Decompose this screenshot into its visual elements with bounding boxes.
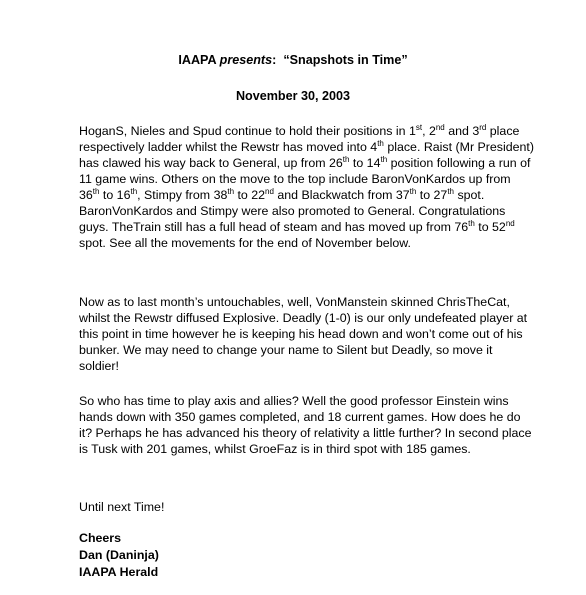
paragraph-untouchables: Now as to last month’s untouchables, well, VonManstein skinned ChrisTheCat, whilst the Rewstr diffused Explosive. Deadly (1-0) is our only undefeated player at this point in time however he is keeping his head down and won’t come out of his bunker. We may need to change your name to Silent but Deadly, so move it soldier! — [79, 295, 528, 373]
signature-greeting: Cheers — [79, 531, 122, 545]
presents-word: presents — [219, 53, 273, 67]
signature-role: IAAPA Herald — [79, 565, 159, 579]
paragraph-closing: Until next Time! — [79, 500, 165, 514]
signature-block — [79, 530, 159, 581]
issue-date: November 30, 2003 — [235, 89, 351, 103]
title-colon: : — [272, 53, 277, 67]
paragraph-ladder-movements: HoganS, Nieles and Spud continue to hold their positions in 1st, 2nd and 3rd place respectively ladder whilst the Rewstr has moved into 4th place. Raist (Mr President) has clawed his way back to General, up from 26th to 14th position following a run of 11 game wins. Others on the move to the top include BaronVonKardos up from 36th to 16th, Stimpy from 38th to 22nd and Blackwatch from 37th to 27th spot. BaronVonKardos and Stimpy were also promoted to General. Congratulations guys. TheTrain still has a full head of steam and has moved up from 76th to 52nd spot. See all the movements for the end of November below. — [79, 122, 534, 250]
newsletter-title — [0, 52, 586, 68]
paragraph-games-played: So who has time to play axis and allies? Well the good professor Einstein wins hands down with 350 games completed, and 18 current games. How does he do it? Perhaps he has advanced his theory of relativity a little further? In second place is Tusk with 201 games, whilst GroeFaz is in third spot with 185 games. — [79, 394, 532, 456]
show-title: “Snapshots in Time” — [283, 53, 408, 67]
signature-author: Dan (Daninja) — [79, 548, 159, 562]
org-name: IAAPA — [178, 53, 217, 67]
